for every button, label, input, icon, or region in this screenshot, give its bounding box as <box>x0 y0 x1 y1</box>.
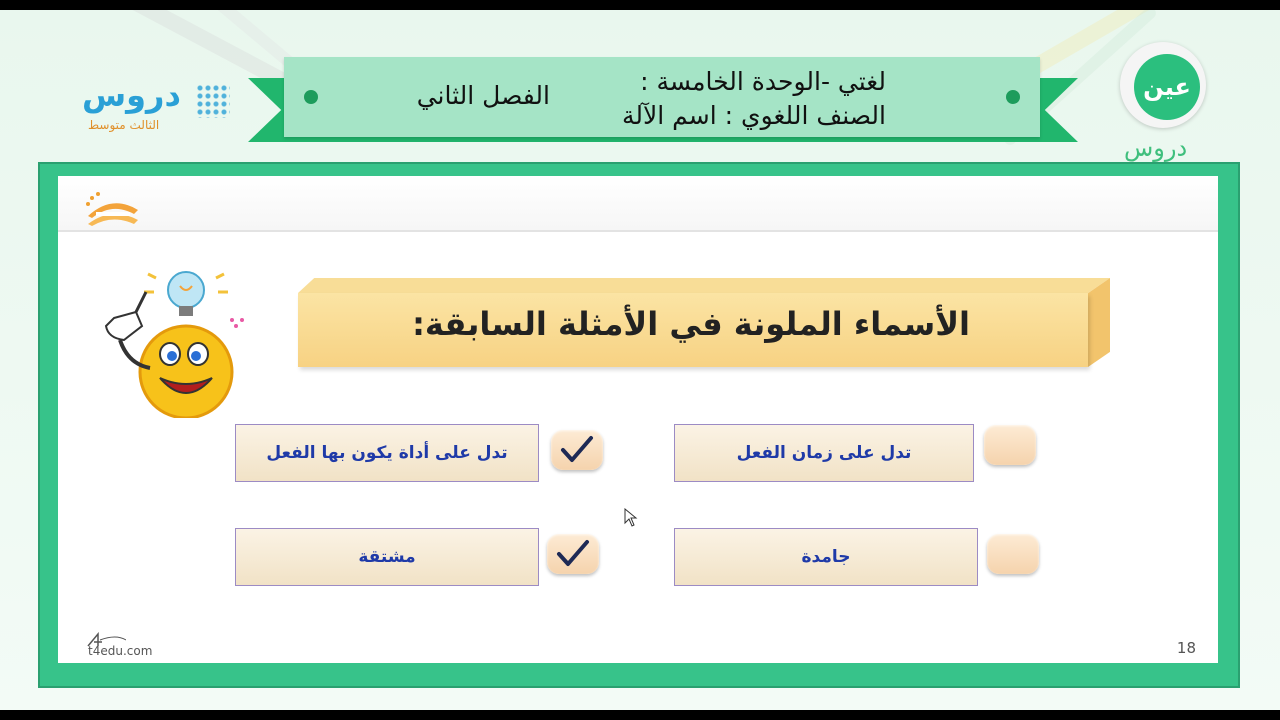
grade-label: الثالث متوسط <box>88 118 160 132</box>
option-label: جامدة <box>801 547 851 567</box>
heading-box <box>298 293 1088 367</box>
ain-logo-badge: عين <box>1134 54 1200 120</box>
lesson-title-line1: لغتي -الوحدة الخامسة : <box>640 67 886 96</box>
option-label: تدل على زمان الفعل <box>736 443 912 463</box>
mouse-cursor-icon <box>624 508 638 528</box>
checkmark-icon <box>555 538 591 570</box>
option-checkbox[interactable] <box>551 430 603 470</box>
bullet-icon <box>1006 90 1020 104</box>
slide <box>58 176 1218 663</box>
ain-logo <box>1116 40 1226 180</box>
lesson-title-line2: الصنف اللغوي : اسم الآلة <box>621 101 886 130</box>
t4edu-logo-icon <box>82 188 142 230</box>
site-watermark <box>84 634 174 660</box>
option-checkbox[interactable] <box>547 534 599 574</box>
bullet-icon <box>304 90 318 104</box>
option-checkbox[interactable] <box>987 534 1039 574</box>
smiley-lightbulb-icon <box>94 268 254 418</box>
option-box[interactable] <box>235 424 539 482</box>
option-box[interactable] <box>674 424 974 482</box>
site-text: t4edu.com <box>88 644 153 658</box>
checkmark-icon <box>559 434 595 466</box>
duroos-logo-text: دروس <box>82 76 181 114</box>
option-label: تدل على أداة يكون بها الفعل <box>266 443 508 463</box>
semester-label: الفصل الثاني <box>416 81 550 110</box>
lesson-title <box>526 65 886 133</box>
heading-text: الأسماء الملونة في الأمثلة السابقة: <box>412 305 970 343</box>
dots-icon <box>196 84 230 118</box>
slide-number: 18 <box>1176 639 1196 657</box>
ain-logo-caption: دروس <box>1124 134 1188 162</box>
heading-box-side <box>1088 278 1110 367</box>
duroos-logo <box>78 76 248 146</box>
ain-logo-circle <box>1120 42 1206 128</box>
heading-box-top <box>298 278 1110 293</box>
option-label: مشتقة <box>358 547 416 567</box>
lesson-banner <box>284 57 1040 137</box>
slide-top-strip <box>58 176 1218 232</box>
option-box[interactable] <box>235 528 539 586</box>
option-checkbox[interactable] <box>984 425 1036 465</box>
option-box[interactable] <box>674 528 978 586</box>
